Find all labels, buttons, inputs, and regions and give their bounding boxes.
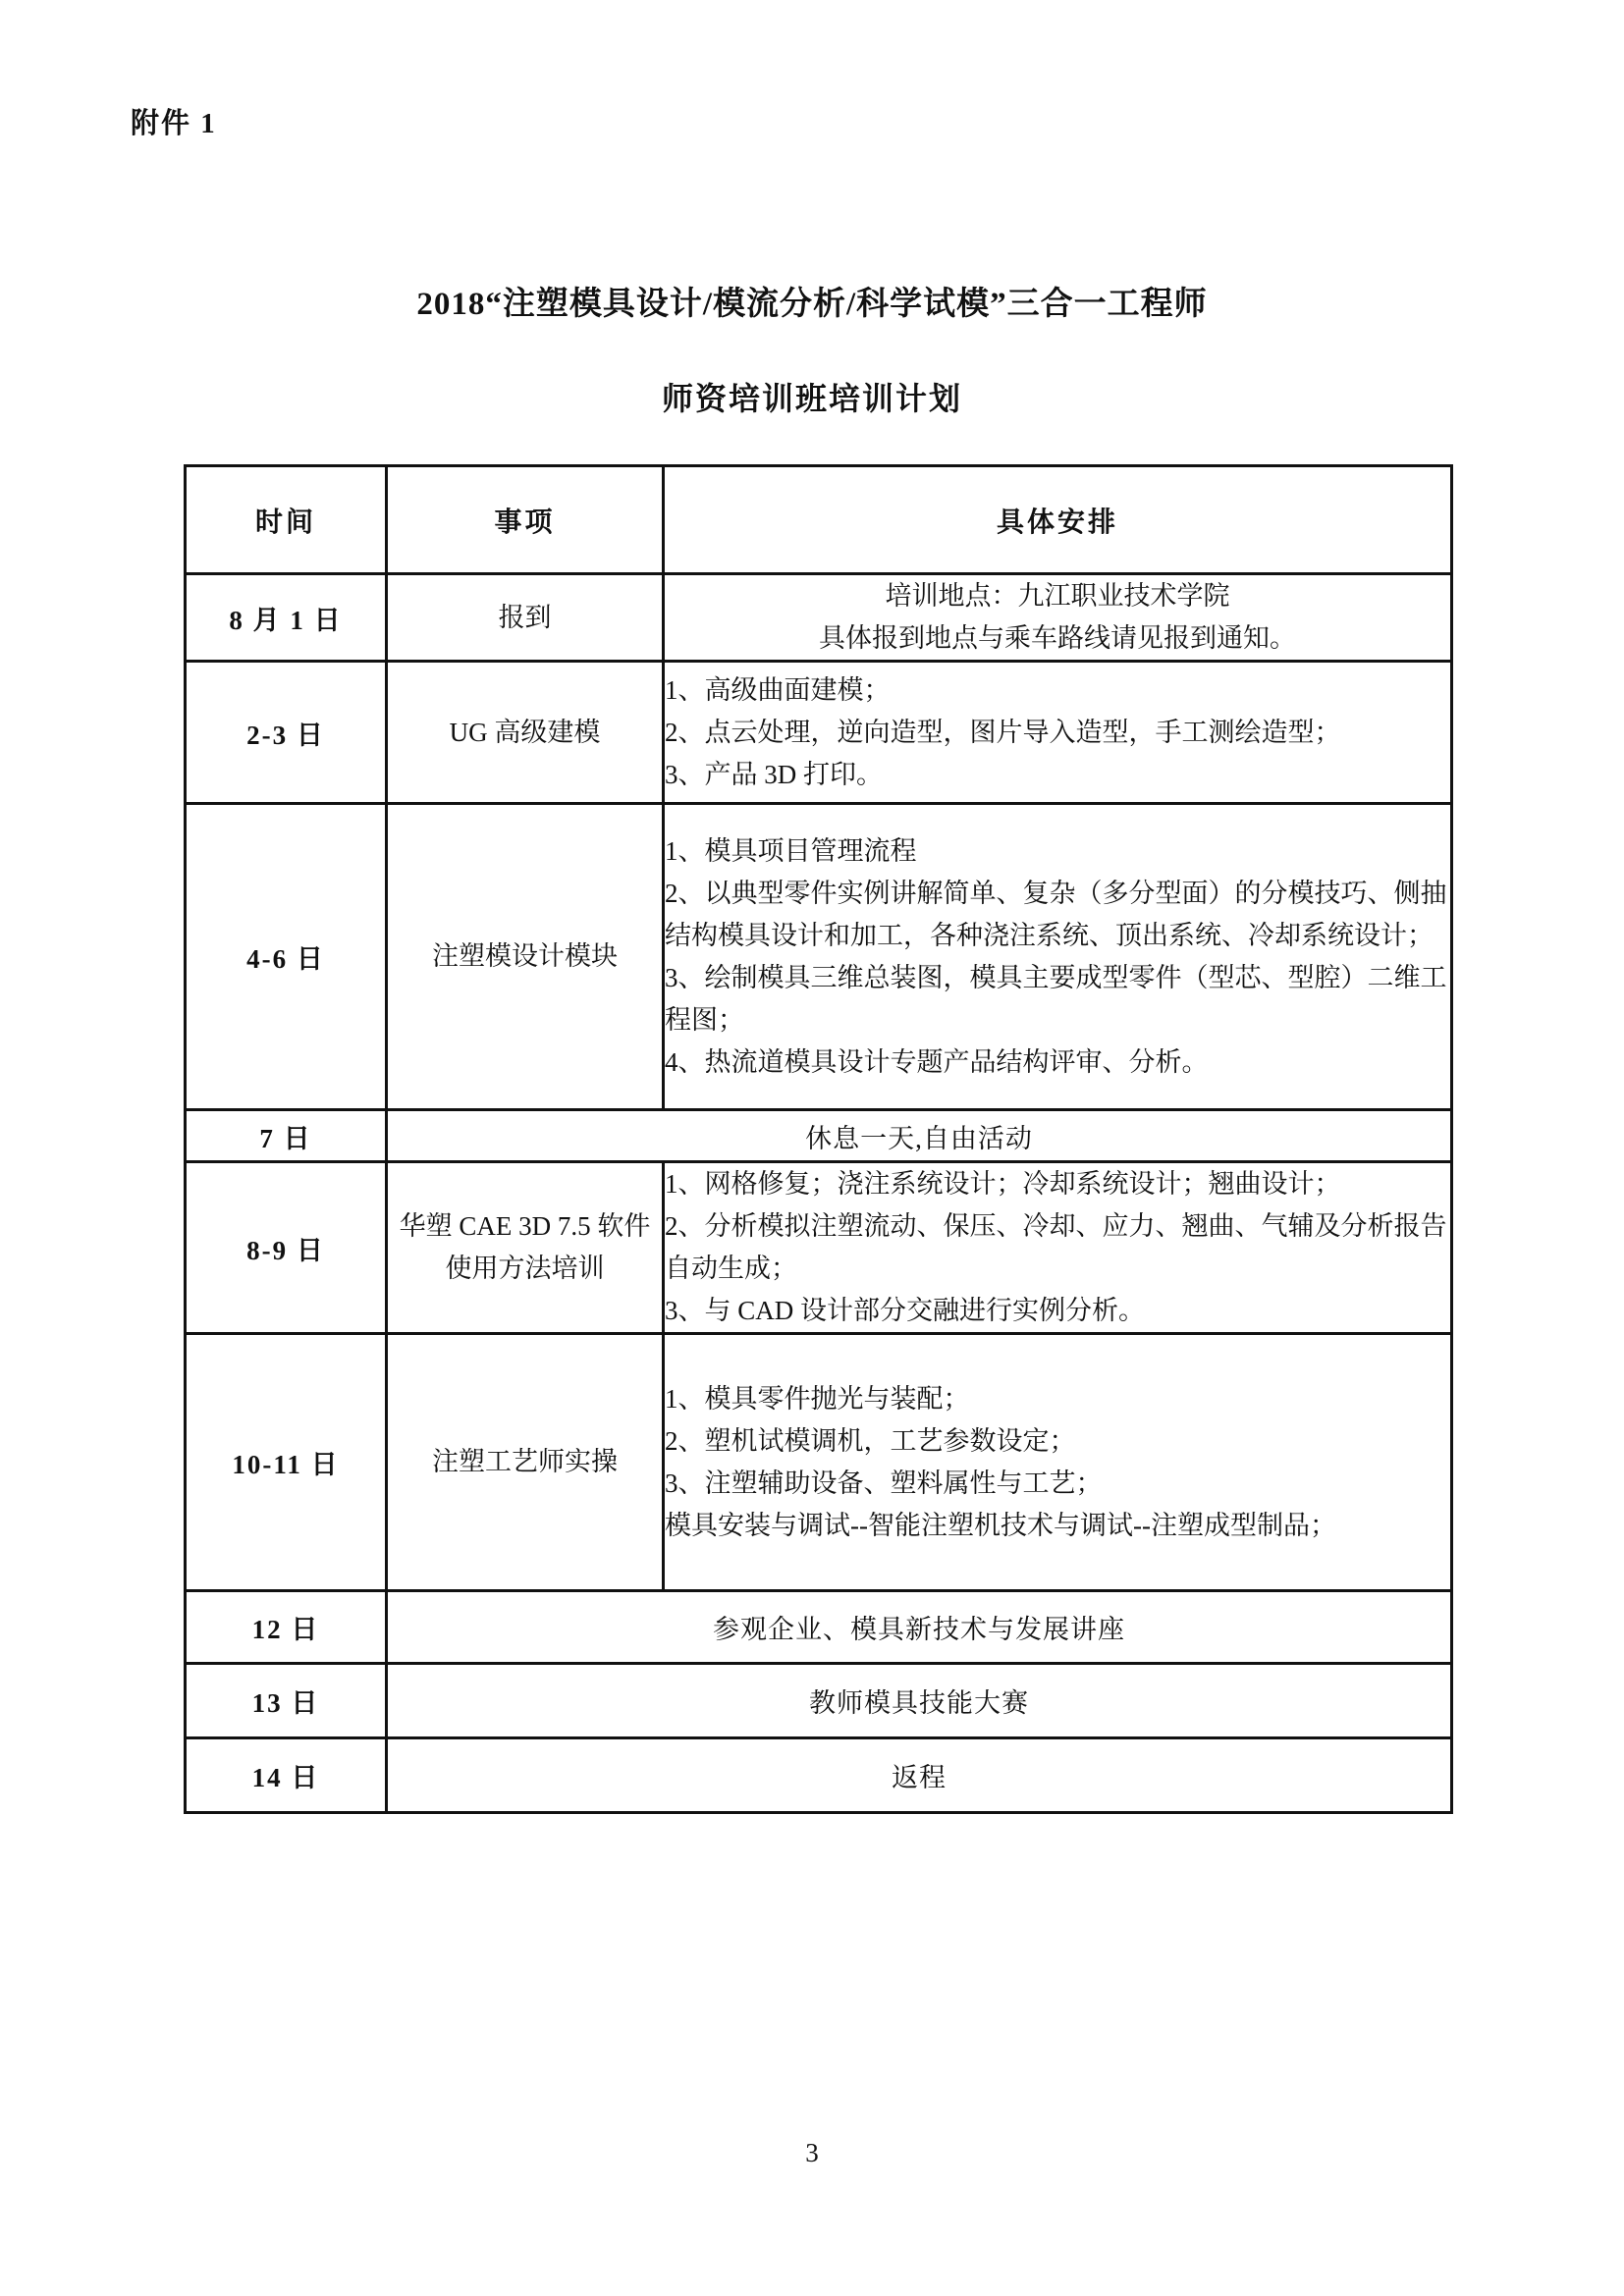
time-cell: 4-6 日 bbox=[186, 804, 387, 1110]
document-title-line2: 师资培训班培训计划 bbox=[661, 381, 962, 416]
merged-detail-cell: 返程 bbox=[387, 1738, 1452, 1813]
table-row-day4-6 bbox=[186, 804, 1452, 1110]
time-cell: 12 日 bbox=[186, 1591, 387, 1664]
table-row-day13 bbox=[186, 1664, 1452, 1738]
time-cell: 8 月 1 日 bbox=[186, 574, 387, 662]
detail-line: 3、产品 3D 打印。 bbox=[665, 759, 883, 789]
training-schedule-table bbox=[184, 464, 1453, 1814]
page-number: 3 bbox=[805, 2138, 819, 2167]
time-cell: 8-9 日 bbox=[186, 1162, 387, 1334]
table-header-row bbox=[186, 466, 1452, 574]
document-title-line1: 2018“注塑模具设计/模流分析/科学试模”三合一工程师 bbox=[416, 287, 1208, 322]
time-cell: 7 日 bbox=[186, 1110, 387, 1162]
table-row-day14 bbox=[186, 1738, 1452, 1813]
time-cell: 14 日 bbox=[186, 1738, 387, 1813]
detail-line: 3、注塑辅助设备、塑料属性与工艺； bbox=[665, 1468, 1103, 1498]
time-cell: 13 日 bbox=[186, 1664, 387, 1738]
attachment-label: 附件 1 bbox=[131, 108, 217, 139]
detail-line: 2、塑机试模调机，工艺参数设定； bbox=[665, 1425, 1076, 1456]
detail-cell bbox=[664, 1162, 1452, 1334]
detail-line: 1、模具项目管理流程 bbox=[665, 835, 917, 866]
detail-line: 3、绘制模具三维总装图，模具主要成型零件（型芯、型腔）二维工程图； bbox=[665, 962, 1447, 1035]
detail-line: 4、热流道模具设计专题产品结构评审、分析。 bbox=[665, 1046, 1209, 1077]
detail-line: 1、高级曲面建模； bbox=[665, 674, 891, 705]
header-item: 事项 bbox=[387, 466, 664, 574]
time-cell: 10-11 日 bbox=[186, 1334, 387, 1591]
detail-line: 2、以典型零件实例讲解简单、复杂（多分型面）的分模技巧、侧抽结构模具设计和加工，各种浇注系统、顶出系统、冷却系统设计； bbox=[665, 878, 1447, 950]
detail-cell bbox=[664, 804, 1452, 1110]
detail-line: 1、网格修复；浇注系统设计；冷却系统设计；翘曲设计； bbox=[665, 1169, 1341, 1199]
detail-line: 模具安装与调试--智能注塑机技术与调试--注塑成型制品； bbox=[665, 1510, 1336, 1540]
table-row-aug1 bbox=[186, 574, 1452, 662]
detail-line: 1、模具零件抛光与装配； bbox=[665, 1383, 970, 1414]
header-detail: 具体安排 bbox=[664, 466, 1452, 574]
table-row-day12 bbox=[186, 1591, 1452, 1664]
detail-line: 培训地点：九江职业技术学院 bbox=[885, 581, 1230, 611]
detail-line: 3、与 CAD 设计部分交融进行实例分析。 bbox=[665, 1296, 1146, 1325]
item-cell: 华塑 CAE 3D 7.5 软件使用方法培训 bbox=[387, 1162, 664, 1334]
detail-cell bbox=[664, 574, 1452, 662]
detail-line: 2、点云处理，逆向造型，图片导入造型，手工测绘造型； bbox=[665, 717, 1341, 747]
item-cell: 报到 bbox=[387, 574, 664, 662]
detail-cell bbox=[664, 662, 1452, 804]
detail-line: 2、分析模拟注塑流动、保压、冷却、应力、翘曲、气辅及分析报告自动生成； bbox=[665, 1211, 1447, 1283]
table-row-day2-3 bbox=[186, 662, 1452, 804]
header-time: 时间 bbox=[186, 466, 387, 574]
item-cell: UG 高级建模 bbox=[387, 662, 664, 804]
item-cell: 注塑工艺师实操 bbox=[387, 1334, 664, 1591]
merged-detail-cell: 参观企业、模具新技术与发展讲座 bbox=[387, 1591, 1452, 1664]
table-row-day10-11 bbox=[186, 1334, 1452, 1591]
table-row-day8-9 bbox=[186, 1162, 1452, 1334]
merged-detail-cell: 休息一天,自由活动 bbox=[387, 1110, 1452, 1162]
merged-detail-cell: 教师模具技能大赛 bbox=[387, 1664, 1452, 1738]
detail-cell bbox=[664, 1334, 1452, 1591]
detail-line: 具体报到地点与乘车路线请见报到通知。 bbox=[819, 623, 1296, 653]
table-row-day7 bbox=[186, 1110, 1452, 1162]
time-cell: 2-3 日 bbox=[186, 662, 387, 804]
item-cell: 注塑模设计模块 bbox=[387, 804, 664, 1110]
